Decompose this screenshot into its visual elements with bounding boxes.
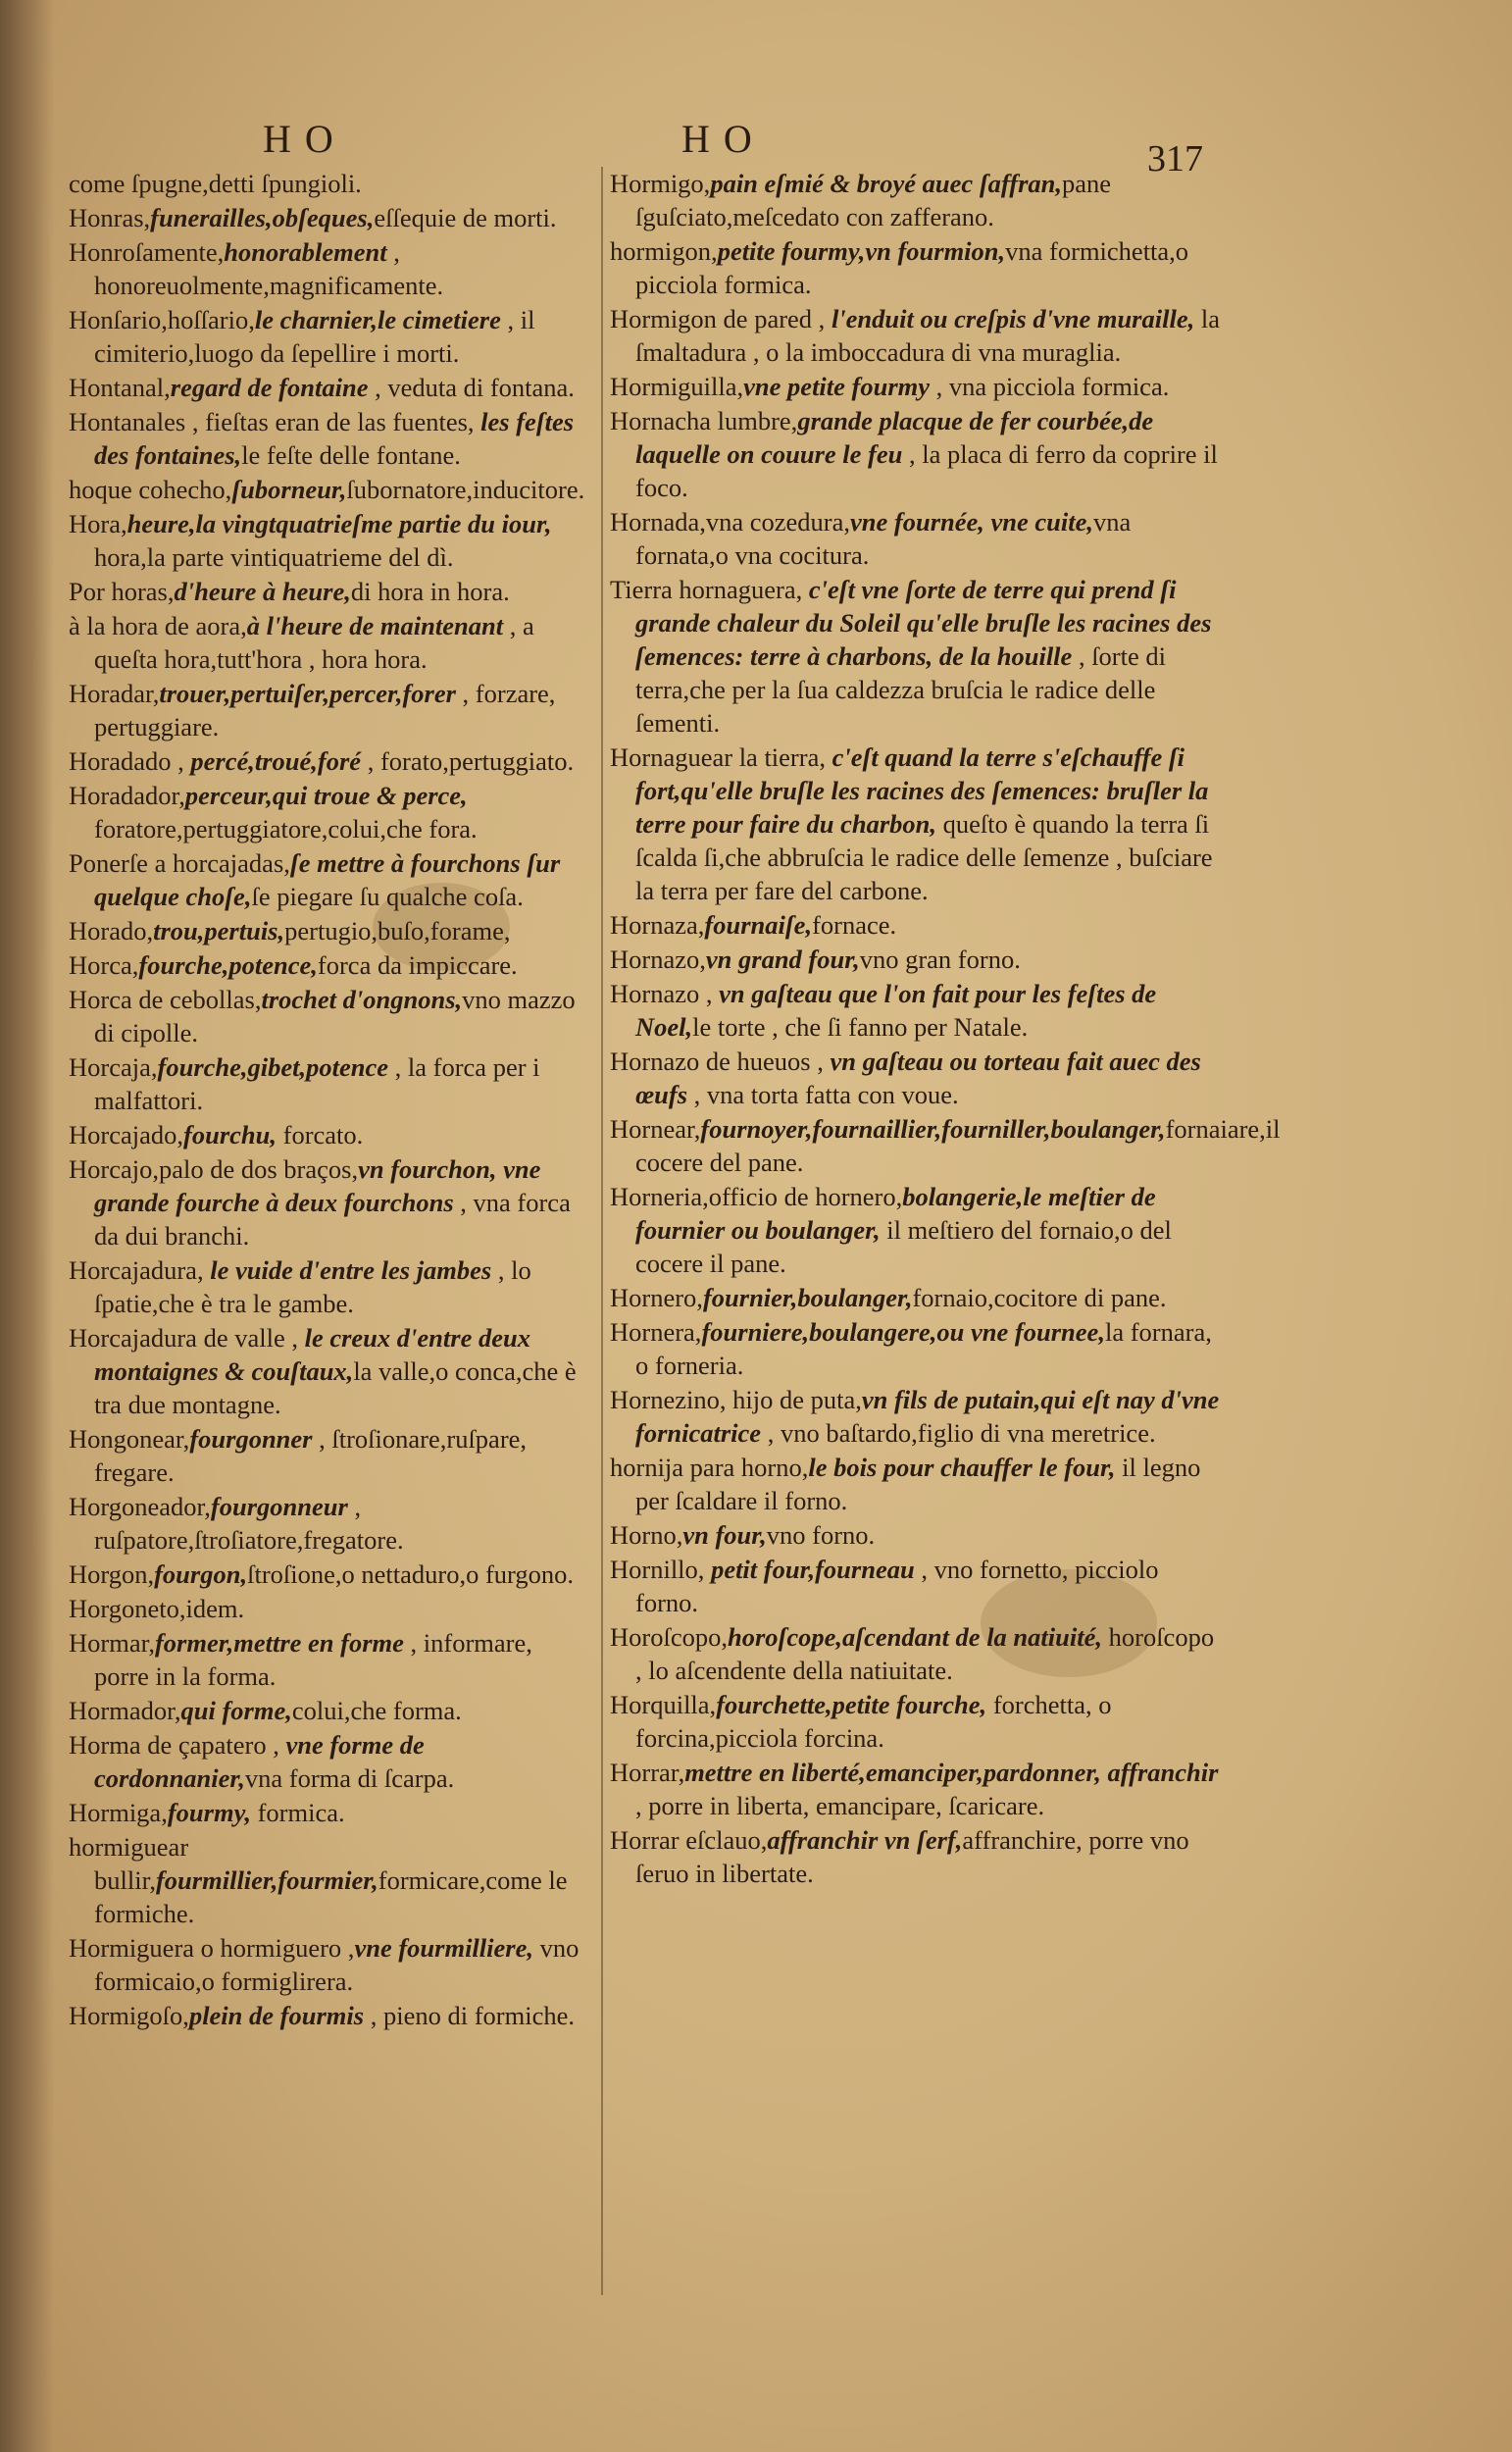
dictionary-entry [610,741,1223,907]
entry-headword: Horrar, [610,1758,685,1787]
dictionary-entry [610,370,1223,403]
entry-headword: Por horas, [69,577,175,606]
entry-italian: forcato. [277,1120,364,1149]
dictionary-entry [69,948,593,982]
entry-headword: Horcaja, [69,1052,158,1082]
entry-headword: Hornear, [610,1114,701,1144]
entry-headword: Hornero, [610,1283,703,1312]
entry-headword: Hornada,vna cozedura, [610,507,850,536]
dictionary-entry [69,1152,593,1252]
entry-headword: Horadador, [69,781,185,810]
dictionary-entry [69,1694,593,1727]
entry-headword: Horno, [610,1520,683,1550]
entry-french: c'eſt quand la terre s'eſchauffe ſi fort,qu'elle bruſle les racines des ſemences: bruſler la terre pour faire du charbon, [635,742,1209,839]
dictionary-entry [610,1112,1281,1179]
entry-headword: Horcajo,palo de dos braços, [69,1154,359,1184]
entry-headword: Horgoneto, [69,1594,186,1623]
dictionary-entry [69,609,593,676]
entry-italian: , porre in liberta, emancipare, ſcaricare. [635,1791,1045,1820]
entry-french: qui forme, [180,1696,292,1725]
entry-headword: Hormigoſo, [69,2001,189,2030]
entry-italian: fornaiare,il cocere del pane. [635,1114,1281,1177]
entry-headword: Hornazo de hueuos , [610,1047,831,1076]
entry-italian: il meſtiero del fornaio,o del cocere il pane. [635,1215,1172,1278]
entry-italian: , veduta di fontana. [368,373,575,402]
dictionary-entry [69,1490,593,1557]
dictionary-entry [610,1518,1223,1552]
entry-headword: Hormar, [69,1628,155,1658]
entry-italian: hora,la parte vintiquatrieme del dì. [94,542,454,572]
dictionary-entry [69,1592,593,1625]
entry-headword: Hormigon de pared , [610,304,832,333]
dictionary-entry [69,1931,593,1998]
entry-italian: , informare, porre in la forma. [94,1628,532,1691]
entry-headword: Horcajadura, [69,1255,211,1285]
entry-headword: Horadar, [69,679,160,708]
right-column [610,167,1281,1891]
running-head-left: HO [263,117,347,161]
dictionary-entry [610,1045,1223,1111]
dictionary-entry [69,1050,593,1117]
entry-french: honorablement [224,237,387,267]
entry-french: petit four,fourneau [711,1555,915,1584]
entry-french: vne fourmilliere, [354,1933,533,1963]
entry-french: le charnier,le cimetiere [254,305,501,334]
entry-italian: le torte , che ſi fanno per Natale. [692,1012,1029,1042]
dictionary-entry [69,1558,593,1591]
entry-french: d'heure à heure, [174,577,351,606]
entry-french: funerailles,obſeques, [150,203,375,232]
entry-french: mettre en liberté,emanciper,pardonner, affranchir [684,1758,1219,1787]
entry-french: ſuborneur, [231,475,347,504]
entry-french: trouer,pertuiſer,percer,forer [159,679,456,708]
left-column [69,167,593,2033]
entry-italian: la fornara, o forneria. [635,1317,1212,1380]
entry-italian: , la placa di ferro da coprire il foco. [635,439,1218,502]
entry-french: vn four, [682,1520,767,1550]
entry-french: fourchu, [183,1120,277,1149]
entry-french: heure,la vingtquatrieſme partie du iour, [126,509,552,538]
entry-french: fournaiſe, [704,910,813,940]
entry-headword: Tierra hornaguera, [610,575,809,604]
entry-french: plein de fourmis [188,2001,365,2030]
entry-italian: ſubornatore,inducitore. [346,475,585,504]
entry-french: vne petite fourmy [743,372,931,401]
entry-italian: vna fornata,o vna cocitura. [635,507,1132,570]
entry-italian: , ſtroſionare,ruſpare, fregare. [94,1424,528,1487]
entry-french: trochet d'ongnons, [261,985,463,1014]
dictionary-entry [69,1626,593,1693]
entry-headword: Honras, [69,203,151,232]
entry-headword: hoque cohecho, [69,475,232,504]
dictionary-entry [610,1553,1223,1619]
dictionary-entry [69,1999,593,2032]
running-head-right: HO [681,117,766,161]
entry-italian: , a queſta hora,tutt'hora , hora hora. [94,611,534,674]
entry-italian: pane ſguſciato,meſcedato con zafferano. [635,169,1112,231]
entry-italian: , forzare, pertuggiare. [94,679,556,741]
entry-italian: colui,che forma. [291,1696,462,1725]
entry-headword: Horgon, [69,1559,155,1589]
dictionary-entry [69,1253,593,1320]
dictionary-entry [610,908,1223,942]
entry-french: fourniere,boulangere,ou vne fournee, [701,1317,1105,1347]
entry-italian: , ruſpatore,ſtroſiatore,fregatore. [94,1492,404,1555]
entry-italian: , vna picciola formica. [930,372,1170,401]
entry-french: vn fils de putain,qui eſt nay d'vne fornicatrice [635,1385,1220,1448]
entry-italian: , il cimiterio,luogo da ſepellire i morti. [94,305,535,368]
entry-headword: Hornazo, [610,945,706,974]
entry-italian: la ſmaltadura , o la imboccadura di vna muraglia. [635,304,1220,367]
entry-italian: , vno baſtardo,figlio di vna meretrice. [761,1418,1156,1448]
dictionary-entry [610,1180,1223,1280]
entry-headword: Horneria,officio de hornero, [610,1182,903,1211]
entry-headword: Horca de cebollas, [69,985,262,1014]
entry-french: vne fournée, vne cuite, [850,507,1094,536]
entry-french: c'eſt vne ſorte de terre qui prend ſi grande chaleur du Soleil qu'elle bruſle les racines des ſemences: terre à charbons, de la houille [635,575,1212,671]
dictionary-entry [610,1451,1223,1517]
entry-headword: Hora, [69,509,127,538]
entry-headword: Hornera, [610,1317,702,1347]
dictionary-entry [610,1756,1223,1822]
entry-italian: horoſcopo , lo aſcendente della natiuitate. [635,1622,1215,1685]
entry-french: vn grand four, [705,945,860,974]
entry-french: fourgonner [189,1424,313,1454]
entry-headword: Hormiguera o hormiguero , [69,1933,355,1963]
entry-headword: Hongonear, [69,1424,190,1454]
entry-french: trou,pertuis, [153,916,285,945]
entry-headword: à la hora de aora, [69,611,247,640]
entry-italian: vno mazzo di cipolle. [94,985,576,1047]
column-rule [601,167,603,2295]
entry-headword: hormiguear bullir, [69,1832,189,1895]
dictionary-entry [610,1823,1223,1890]
dictionary-entry [69,914,593,947]
entry-headword: Hontanales , fieſtas eran de las fuentes, [69,407,481,436]
entry-italian: vna forma di ſcarpa. [244,1763,455,1793]
entry-italian: ſe piegare ſu qualche coſa. [251,882,524,911]
entry-italian: vna formichetta,o picciola formica. [635,236,1189,299]
entry-headword: Hornaza, [610,910,705,940]
entry-french: horoſcope,aſcendant de la natiuité, [727,1622,1102,1652]
entry-italian: affranchire, porre vno ſeruo in libertate. [635,1825,1189,1888]
dictionary-entry [69,575,593,608]
entry-french: grande placque de fer courbée,de laquelle on couure le feu [635,406,1154,469]
dictionary-entry [69,405,593,472]
entry-headword: hornija para horno, [610,1453,809,1482]
entry-french: fourgonneur [210,1492,348,1521]
dictionary-entry [69,473,593,506]
dictionary-entry [69,1728,593,1795]
entry-french: le creux d'entre deux montaignes & couſtaux, [94,1323,530,1386]
dictionary-entry [69,507,593,574]
dictionary-entry [69,744,593,778]
entry-italian: il legno per ſcaldare il forno. [635,1453,1201,1515]
entry-headword: Horrar eſclauo, [610,1825,768,1855]
entry-french: ſe mettre à fourchons ſur quelque choſe, [94,848,561,911]
dictionary-entry [69,1422,593,1489]
entry-italian: formicare,come le formiche. [94,1865,568,1928]
entry-french: vn gaſteau ou torteau fait auec des œufs [635,1047,1201,1109]
entry-italian: , vna torta fatta con voue. [687,1080,959,1109]
entry-headword: Hormigo, [610,169,711,198]
entry-french: percé,troué,foré [190,746,362,776]
entry-headword: Hornillo, [610,1555,712,1584]
entry-italian: pertugio,buſo,forame, [284,916,511,945]
entry-italian: , la forca per i malfattori. [94,1052,540,1115]
entry-italian: , vna forca da dui branchi. [94,1188,571,1251]
entry-headword: Horcajado, [69,1120,183,1149]
entry-french: bolangerie,le meſtier de fournier ou boulanger, [635,1182,1156,1245]
entry-french: fournoyer,fournaillier,fourniller,boulanger, [700,1114,1166,1144]
entry-french: à l'heure de maintenant [246,611,504,640]
dictionary-entry [69,167,593,200]
entry-french: regard de fontaine [170,373,369,402]
entry-italian: foratore,pertuggiatore,colui,che fora. [94,814,478,843]
dictionary-entry [610,1315,1223,1382]
dictionary-entry [610,234,1223,301]
dictionary-entry [69,1830,593,1930]
entry-french: le vuide d'entre les jambes [210,1255,492,1285]
entry-headword: Ponerſe a horcajadas, [69,848,290,878]
entry-french: fourgon, [154,1559,248,1589]
dictionary-entry [69,201,593,234]
entry-italian: , pieno di formiche. [364,2001,575,2030]
entry-italian: forca da impiccare. [317,950,518,980]
entry-french: fourmillier,fourmier, [155,1865,378,1895]
dictionary-entry [69,1796,593,1829]
entry-italian: vno gran forno. [859,945,1021,974]
entry-headword: Hormiga, [69,1798,168,1827]
dictionary-entry [69,677,593,743]
dictionary-entry [69,1321,593,1421]
entry-french: fournier,boulanger, [702,1283,913,1312]
dictionary-entry [610,1281,1223,1314]
dictionary-entry [610,573,1223,740]
dictionary-entry [610,167,1223,233]
page-number: 317 [1147,138,1203,179]
entry-italian: vno formicaio,o formiglirera. [94,1933,580,1996]
dictionary-entry [610,943,1223,976]
entry-italian: vno forno. [766,1520,876,1550]
entry-italian: forchetta, o forcina,picciola forcina. [635,1690,1112,1753]
dictionary-entry [69,371,593,404]
entry-headword: Hormador, [69,1696,181,1725]
entry-italian: , vno fornetto, picciolo forno. [635,1555,1159,1617]
entry-headword: Honſario,hoſſario, [69,305,255,334]
entry-headword: Horcajadura de valle , [69,1323,305,1353]
entry-headword: Horquilla, [610,1690,717,1719]
entry-headword: Hormiguilla, [610,372,744,401]
entry-italian: fornace. [812,910,897,940]
entry-headword: come ſpugne,detti ſpungioli. [69,169,362,198]
entry-italian: la valle,o conca,che è tra due montagne. [94,1356,577,1419]
dictionary-entry [69,235,593,302]
entry-italian: idem. [185,1594,245,1623]
entry-italian: di hora in hora. [350,577,510,606]
entry-headword: Horadado , [69,746,191,776]
dictionary-entry [69,779,593,845]
dictionary-entry [69,983,593,1049]
entry-french: former,mettre en forme [154,1628,404,1658]
dictionary-entry [69,303,593,370]
dictionary-entry [610,302,1223,369]
page-edge-shadow [0,0,54,2452]
entry-italian: le feſte delle fontane. [241,440,461,470]
entry-french: perceur,qui troue & perce, [184,781,468,810]
entry-french: fourmy, [167,1798,251,1827]
entry-french: les feſtes des fontaines, [94,407,575,470]
entry-french: vne forme de cordonnanier, [94,1730,425,1793]
entry-french: fourche,potence, [138,950,318,980]
entry-french: affranchir vn ſerf, [767,1825,963,1855]
entry-headword: Hornaguear la tierra, [610,742,832,772]
entry-headword: Hornacha lumbre, [610,406,798,435]
dictionary-entry [610,1383,1223,1450]
entry-headword: Horma de çapatero , [69,1730,286,1760]
entry-headword: Hornazo , [610,979,720,1008]
entry-italian: , lo ſpatie,che è tra le gambe. [94,1255,531,1318]
dictionary-entry [610,1688,1223,1755]
entry-italian: ſtroſione,o nettaduro,o furgono. [247,1559,575,1589]
entry-headword: Hontanal, [69,373,171,402]
entry-headword: Horca, [69,950,139,980]
entry-italian: fornaio,cocitore di pane. [912,1283,1167,1312]
entry-french: vn gaſteau que l'on fait pour les feſtes de Noel, [635,979,1157,1042]
dictionary-entry [69,846,593,913]
entry-headword: Horado, [69,916,154,945]
entry-headword: Honroſamente, [69,237,225,267]
entry-headword: Hornezino, hijo de puta, [610,1385,862,1414]
entry-french: fourchette,petite fourche, [716,1690,987,1719]
entry-italian: , honoreuolmente,magnificamente. [94,237,444,300]
entry-italian: queſto è quando la terra ſi ſcalda ſi,che abbruſcia le radice delle ſemenze , buſciare la terra per fare del carbone. [635,809,1213,905]
entry-french: l'enduit ou creſpis d'vne muraille, [831,304,1195,333]
dictionary-entry [69,1118,593,1151]
entry-french: fourche,gibet,potence [157,1052,389,1082]
entry-headword: Horgoneador, [69,1492,211,1521]
dictionary-entry [610,404,1223,504]
entry-french: vn fourchon, vne grande fourche à deux fourchons [94,1154,541,1217]
dictionary-entry [610,505,1223,572]
dictionary-entry [610,1620,1223,1687]
entry-french: petite fourmy,vn fourmion, [717,236,1006,266]
entry-italian: eſſequie de morti. [374,203,557,232]
entry-headword: Horoſcopo, [610,1622,728,1652]
entry-headword: hormigon, [610,236,718,266]
dictionary-entry [610,977,1223,1044]
entry-french: pain eſmié & broyé auec ſaffran, [710,169,1062,198]
entry-italian: , ſorte di terra,che per la ſua caldezza bruſcia le radice delle ſementi. [635,641,1166,738]
entry-italian: formica. [250,1798,345,1827]
entry-italian: , forato,pertuggiato. [361,746,575,776]
entry-french: le bois pour chauffer le four, [808,1453,1116,1482]
